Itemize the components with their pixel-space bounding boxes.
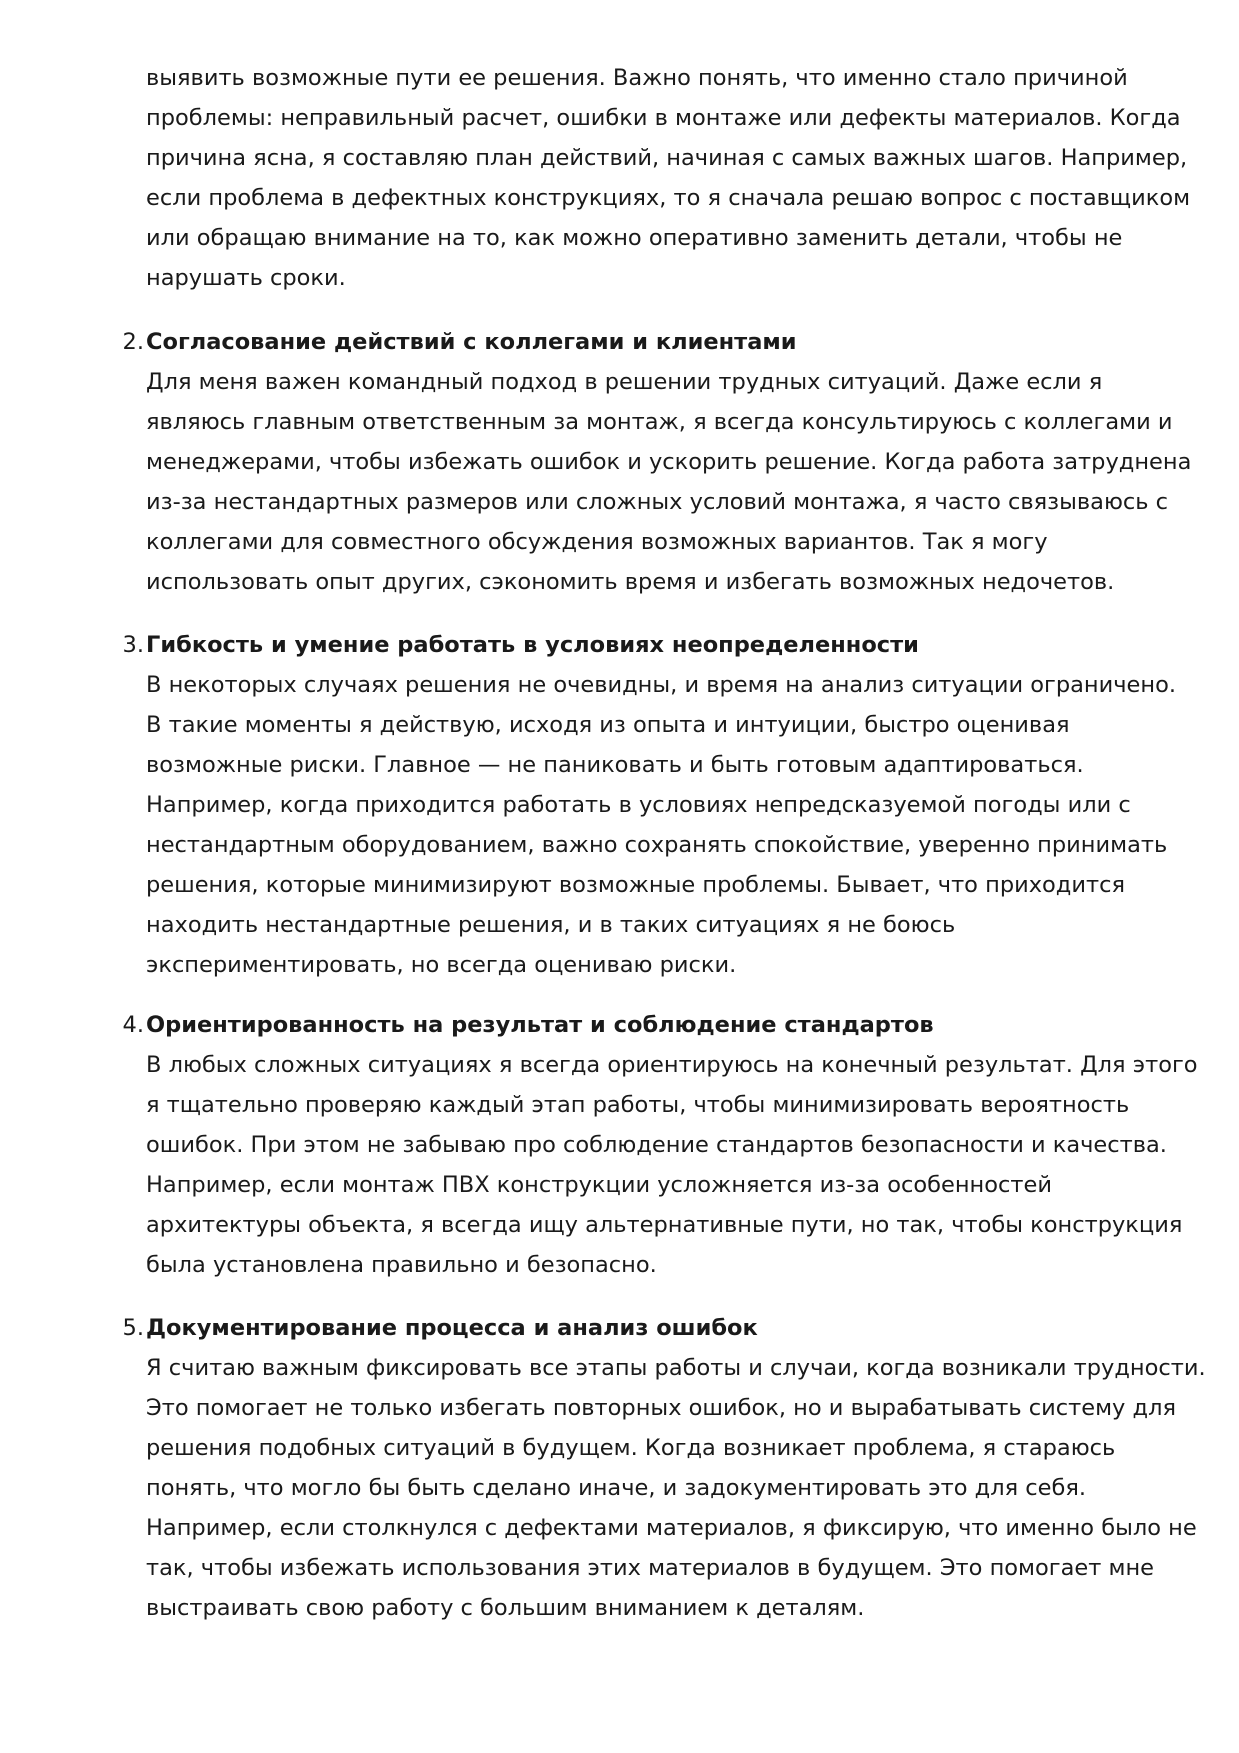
body-line: нестандартным оборудованием, важно сохранять спокойствие, уверенно принимать <box>146 832 1168 858</box>
intro-line: или обращаю внимание на то, как можно оперативно заменить детали, чтобы не <box>146 225 1123 251</box>
list-item-body <box>146 362 1192 602</box>
list-item-title: Согласование действий с коллегами и клиентами <box>146 329 797 355</box>
list-item-number: 3. <box>122 632 144 658</box>
body-line: Например, если монтаж ПВХ конструкции усложняется из-за особенностей <box>146 1172 1052 1198</box>
list-item-title: Гибкость и умение работать в условиях неопределенности <box>146 632 919 658</box>
intro-line: выявить возможные пути ее решения. Важно понять, что именно стало причиной <box>146 65 1128 91</box>
list-item <box>122 322 1192 602</box>
body-line: решения, которые минимизируют возможные проблемы. Бывает, что приходится <box>146 872 1125 898</box>
list-item-title: Ориентированность на результат и соблюдение стандартов <box>146 1012 934 1038</box>
body-line: возможные риски. Главное — не паниковать и быть готовым адаптироваться. <box>146 752 1084 778</box>
list-item <box>122 1005 1198 1285</box>
list-item-number: 5. <box>122 1315 144 1341</box>
intro-paragraph <box>146 58 1191 298</box>
body-line: Например, если столкнулся с дефектами материалов, я фиксирую, что именно было не <box>146 1515 1197 1541</box>
body-line: я тщательно проверяю каждый этап работы, чтобы минимизировать вероятность <box>146 1092 1130 1118</box>
body-line: была установлена правильно и безопасно. <box>146 1252 657 1278</box>
body-line: коллегами для совместного обсуждения возможных вариантов. Так я могу <box>146 529 1048 555</box>
list-item <box>122 625 1176 985</box>
list-item-number: 4. <box>122 1012 144 1038</box>
body-line: выстраивать свою работу с большим вниманием к деталям. <box>146 1595 865 1621</box>
body-line: Для меня важен командный подход в решении трудных ситуаций. Даже если я <box>146 369 1103 395</box>
body-line: Это помогает не только избегать повторных ошибок, но и вырабатывать систему для <box>146 1395 1177 1421</box>
body-line: использовать опыт других, сэкономить время и избегать возможных недочетов. <box>146 569 1115 595</box>
body-line: экспериментировать, но всегда оцениваю риски. <box>146 952 737 978</box>
intro-line: если проблема в дефектных конструкциях, то я сначала решаю вопрос с поставщиком <box>146 185 1191 211</box>
body-line: находить нестандартные решения, и в таких ситуациях я не боюсь <box>146 912 956 938</box>
intro-line: причина ясна, я составляю план действий, начиная с самых важных шагов. Например, <box>146 145 1188 171</box>
list-item <box>122 1308 1206 1628</box>
body-line: архитектуры объекта, я всегда ищу альтернативные пути, но так, чтобы конструкция <box>146 1212 1183 1238</box>
body-line: менеджерами, чтобы избежать ошибок и ускорить решение. Когда работа затруднена <box>146 449 1192 475</box>
body-line: понять, что могло бы быть сделано иначе, и задокументировать это для себя. <box>146 1475 1087 1501</box>
list-item-body <box>146 1045 1198 1285</box>
list-item-body <box>146 665 1176 985</box>
body-line: ошибок. При этом не забываю про соблюдение стандартов безопасности и качества. <box>146 1132 1167 1158</box>
body-line: В такие моменты я действую, исходя из опыта и интуиции, быстро оценивая <box>146 712 1070 738</box>
list-item-title: Документирование процесса и анализ ошибок <box>146 1315 758 1341</box>
body-line: так, чтобы избежать использования этих материалов в будущем. Это помогает мне <box>146 1555 1155 1581</box>
intro-line: нарушать сроки. <box>146 265 346 291</box>
body-line: Я считаю важным фиксировать все этапы работы и случаи, когда возникали трудности. <box>146 1355 1206 1381</box>
intro-line: проблемы: неправильный расчет, ошибки в монтаже или дефекты материалов. Когда <box>146 105 1181 131</box>
body-line: являюсь главным ответственным за монтаж, я всегда консультируюсь с коллегами и <box>146 409 1173 435</box>
body-line: В некоторых случаях решения не очевидны, и время на анализ ситуации ограничено. <box>146 672 1176 698</box>
list-item-number: 2. <box>122 329 144 355</box>
body-line: В любых сложных ситуациях я всегда ориентируюсь на конечный результат. Для этого <box>146 1052 1198 1078</box>
list-item-body <box>146 1348 1206 1628</box>
body-line: решения подобных ситуаций в будущем. Когда возникает проблема, я стараюсь <box>146 1435 1116 1461</box>
body-line: Например, когда приходится работать в условиях непредсказуемой погоды или с <box>146 792 1131 818</box>
body-line: из-за нестандартных размеров или сложных условий монтажа, я часто связываюсь с <box>146 489 1169 515</box>
